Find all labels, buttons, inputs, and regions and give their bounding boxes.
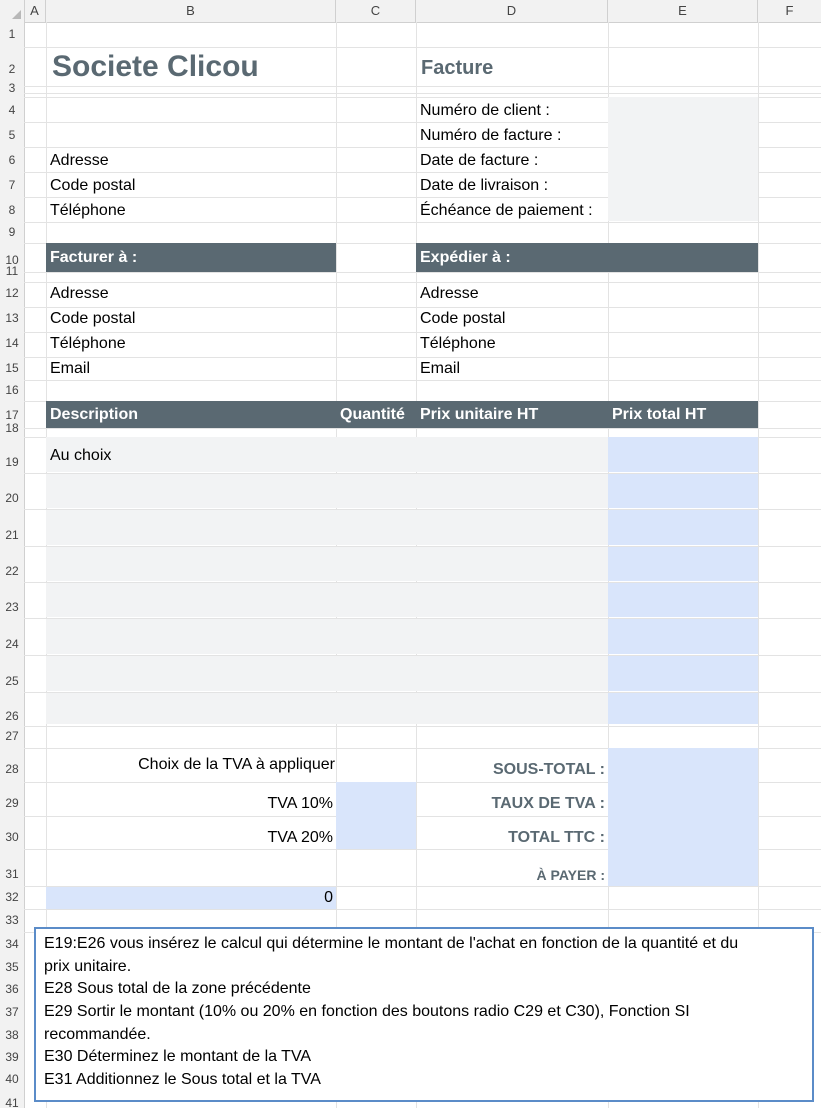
item-total-cell[interactable]: [608, 619, 758, 654]
totals-value-cells[interactable]: [608, 748, 758, 886]
ship-to-email-label: Email: [420, 360, 461, 377]
client-number-label: Numéro de client :: [420, 102, 550, 119]
row-header-14[interactable]: 14: [5, 336, 19, 350]
row-header-19[interactable]: 19: [5, 455, 19, 469]
item-row[interactable]: [46, 656, 608, 691]
bill-to-postal-code-label: Code postal: [50, 310, 136, 327]
row-header-8[interactable]: 8: [8, 203, 16, 217]
subtotal-label: SOUS-TOTAL :: [493, 761, 605, 778]
company-name: Societe Clicou: [52, 50, 259, 83]
item-total-cell[interactable]: [608, 693, 758, 724]
row-header-31[interactable]: 31: [5, 867, 19, 881]
column-header-f[interactable]: F: [785, 3, 794, 18]
row-header-33[interactable]: 33: [5, 913, 19, 927]
row-header-17[interactable]: 17: [5, 408, 19, 422]
quantity-column-header: Quantité: [340, 406, 405, 423]
ship-to-address-label: Adresse: [420, 285, 479, 302]
instruction-line: E19:E26 vous insérez le calcul qui détermine le montant de l'achat en fonction de la quantité et du: [44, 935, 739, 952]
vat-10-label: TVA 10%: [267, 795, 333, 812]
instruction-line: E29 Sortir le montant (10% ou 20% en fonction des boutons radio C29 et C30), Fonction SI: [44, 1003, 690, 1020]
description-column-header: Description: [50, 406, 139, 423]
invoice-info-input-area[interactable]: [608, 97, 758, 221]
grid-row-line: [24, 272, 821, 273]
grid-row-line: [24, 909, 821, 910]
row-header-27[interactable]: 27: [5, 729, 19, 743]
document-title: Facture: [421, 57, 494, 79]
grid-row-line: [24, 726, 821, 727]
grid-row-line: [24, 307, 821, 308]
bill-to-header: Facturer à :: [50, 249, 138, 266]
row-header-13[interactable]: 13: [5, 311, 19, 325]
grid-row-line: [24, 282, 821, 283]
delivery-date-label: Date de livraison :: [420, 177, 549, 194]
item-row[interactable]: [46, 619, 608, 654]
instruction-line: prix unitaire.: [44, 958, 132, 975]
row-header-34[interactable]: 34: [5, 937, 19, 951]
vat-result-value: 0: [324, 889, 333, 906]
column-header-a[interactable]: A: [24, 0, 46, 22]
row-header-38[interactable]: 38: [5, 1028, 19, 1042]
sender-postal-code-label: Code postal: [50, 177, 136, 194]
grid-row-line: [24, 357, 821, 358]
row-header-36[interactable]: 36: [5, 982, 19, 996]
item-row[interactable]: [46, 474, 608, 508]
vat-choice-label: Choix de la TVA à appliquer: [138, 756, 335, 773]
ship-to-phone-label: Téléphone: [420, 335, 496, 352]
grid-row-line: [24, 332, 821, 333]
to-pay-label: À PAYER :: [536, 867, 605, 883]
vat-20-label: TVA 20%: [267, 829, 333, 846]
row-header-25[interactable]: 25: [5, 674, 19, 688]
row-header-16[interactable]: 16: [5, 383, 19, 397]
row-header-32[interactable]: 32: [5, 890, 19, 904]
row-header-29[interactable]: 29: [5, 796, 19, 810]
item-row[interactable]: [46, 583, 608, 617]
item-total-cell[interactable]: [608, 583, 758, 617]
row-header-3[interactable]: 3: [8, 81, 16, 95]
row-header-37[interactable]: 37: [5, 1005, 19, 1019]
ship-to-postal-code-label: Code postal: [420, 310, 506, 327]
invoice-number-label: Numéro de facture :: [420, 127, 562, 144]
instruction-line: E30 Déterminez le montant de la TVA: [44, 1048, 312, 1065]
row-header-39[interactable]: 39: [5, 1050, 19, 1064]
vat-rate-label: TAUX DE TVA :: [491, 795, 605, 812]
grid-row-line: [24, 93, 821, 94]
unit-price-column-header: Prix unitaire HT: [420, 406, 539, 423]
row-header-28[interactable]: 28: [5, 762, 19, 776]
sender-address-label: Adresse: [50, 152, 109, 169]
row-header-23[interactable]: 23: [5, 600, 19, 614]
row-header-21[interactable]: 21: [5, 528, 19, 542]
row-header-26[interactable]: 26: [5, 709, 19, 723]
row-header-4[interactable]: 4: [8, 103, 16, 117]
grid-row-line: [24, 86, 821, 87]
item-total-cell[interactable]: [608, 656, 758, 691]
instruction-line: E28 Sous total de la zone précédente: [44, 980, 311, 997]
item-row[interactable]: [46, 510, 608, 545]
item-row[interactable]: [46, 547, 608, 581]
row-header-6[interactable]: 6: [8, 153, 16, 167]
item-row[interactable]: [46, 437, 608, 472]
row-header-7[interactable]: 7: [8, 178, 16, 192]
row-header-40[interactable]: 40: [5, 1072, 19, 1086]
bill-to-address-label: Adresse: [50, 285, 109, 302]
total-ttc-label: TOTAL TTC :: [508, 829, 605, 846]
bill-to-email-label: Email: [50, 360, 91, 377]
row-header-30[interactable]: 30: [5, 830, 19, 844]
select-all-corner[interactable]: [0, 0, 25, 22]
row-header-18[interactable]: 18: [5, 421, 19, 435]
item-description-cell[interactable]: Au choix: [50, 447, 112, 464]
row-header-9[interactable]: 9: [8, 225, 16, 239]
column-header-d[interactable]: D: [416, 0, 608, 22]
sender-phone-label: Téléphone: [50, 202, 126, 219]
row-header-35[interactable]: 35: [5, 960, 19, 974]
total-price-column-header: Prix total HT: [612, 406, 707, 423]
item-total-cell[interactable]: [608, 510, 758, 545]
row-header-1[interactable]: 1: [8, 27, 16, 41]
select-all-triangle-icon: [12, 10, 21, 19]
due-date-label: Échéance de paiement :: [420, 202, 593, 219]
row-header-2[interactable]: 2: [8, 62, 16, 76]
row-header-41[interactable]: 41: [5, 1096, 19, 1110]
vat-radio-cells[interactable]: [336, 782, 416, 849]
grid-row-line: [24, 47, 821, 48]
item-row[interactable]: [46, 693, 608, 724]
column-header-c[interactable]: C: [336, 0, 416, 22]
column-header-b[interactable]: B: [46, 0, 336, 22]
grid-row-line: [24, 222, 821, 223]
row-header-24[interactable]: 24: [5, 637, 19, 651]
grid-row-line: [24, 428, 821, 429]
ship-to-header: Expédier à :: [420, 249, 511, 266]
column-header-e[interactable]: E: [608, 0, 758, 22]
instruction-line: E31 Additionnez le Sous total et la TVA: [44, 1071, 321, 1088]
row-header-5[interactable]: 5: [8, 128, 16, 142]
instruction-line: recommandée.: [44, 1026, 151, 1043]
item-total-cell[interactable]: [608, 437, 758, 472]
row-header-22[interactable]: 22: [5, 564, 19, 578]
row-header-15[interactable]: 15: [5, 361, 19, 375]
row-header-11[interactable]: 11: [5, 264, 19, 278]
bill-to-phone-label: Téléphone: [50, 335, 126, 352]
item-total-cell[interactable]: [608, 474, 758, 508]
row-header-20[interactable]: 20: [5, 491, 19, 505]
grid-row-line: [24, 380, 821, 381]
item-total-cell[interactable]: [608, 547, 758, 581]
instructions-textbox[interactable]: [34, 927, 814, 1102]
row-header-10[interactable]: 10: [5, 253, 19, 267]
row-header-12[interactable]: 12: [5, 286, 19, 300]
invoice-date-label: Date de facture :: [420, 152, 539, 169]
